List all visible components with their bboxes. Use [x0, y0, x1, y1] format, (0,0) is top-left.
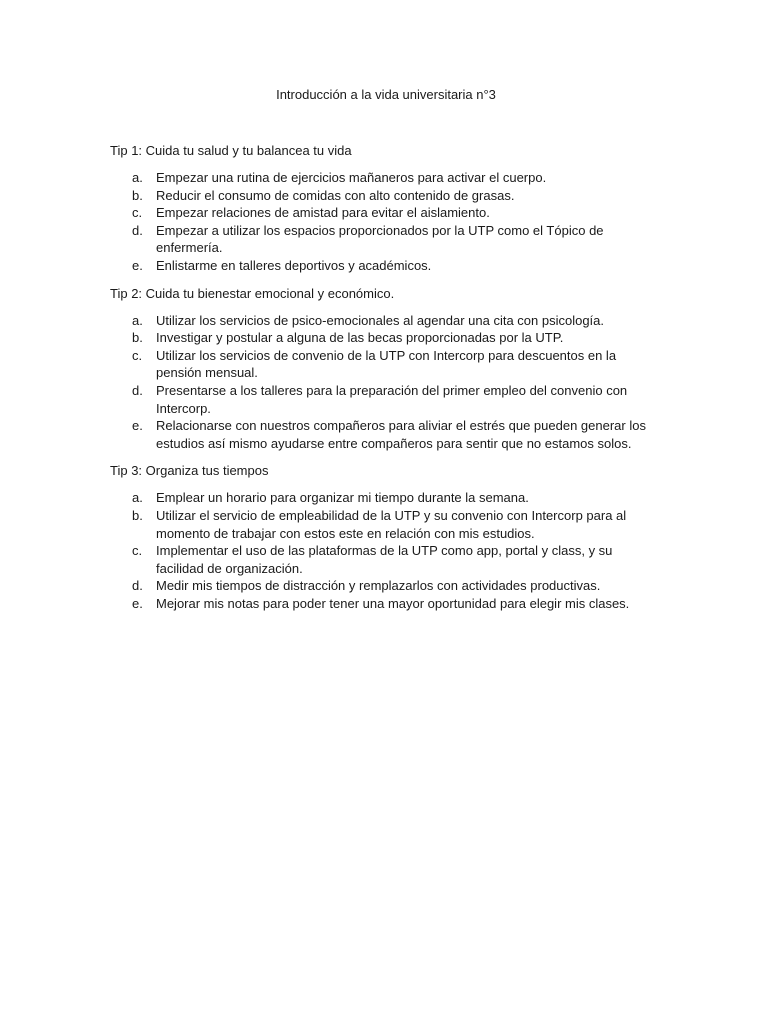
- list-marker: e.: [132, 257, 143, 273]
- list-item-text: Mejorar mis notas para poder tener una mayor oportunidad para elegir mis clases.: [156, 595, 630, 611]
- list-item: [110, 187, 660, 205]
- list-marker: a.: [132, 490, 143, 506]
- tip-heading: Tip 2: Cuida tu bienestar emocional y económico.: [110, 285, 395, 301]
- list-marker: e.: [132, 418, 143, 434]
- list-marker: c.: [132, 543, 143, 559]
- list-marker: a.: [132, 312, 143, 328]
- list-item-text: Emplear un horario para organizar mi tiempo durante la semana.: [156, 490, 529, 506]
- tip-list: [110, 489, 660, 612]
- list-item-text: Utilizar los servicios de psico-emocionales al agendar una cita con psicología.: [156, 312, 605, 328]
- tip-section-3: [110, 462, 660, 612]
- list-item-text: Reducir el consumo de comidas con alto contenido de grasas.: [156, 187, 515, 203]
- list-item-text: Investigar y postular a alguna de las becas proporcionadas por la UTP.: [156, 330, 564, 346]
- tip-section-2: [110, 285, 660, 453]
- list-item-text: Implementar el uso de las plataformas de la UTP como app, portal y class, y su facilidad de organización.: [156, 543, 613, 576]
- list-item-text: Empezar a utilizar los espacios proporcionados por la UTP como el Tópico de enfermería.: [156, 222, 604, 256]
- list-marker: e.: [132, 595, 143, 611]
- list-item-text: Empezar una rutina de ejercicios mañaneros para activar el cuerpo.: [156, 170, 547, 185]
- list-item-text: Utilizar el servicio de empleabilidad de la UTP y su convenio con Intercorp para al momento de trabajar con estos este en relación con mis estudios.: [156, 507, 627, 541]
- list-item: [110, 417, 660, 452]
- list-marker: c.: [132, 347, 143, 363]
- list-item: [110, 329, 660, 347]
- list-marker: d.: [132, 382, 143, 398]
- list-marker: b.: [132, 507, 143, 523]
- tip-list: [110, 312, 660, 453]
- list-item: [110, 507, 660, 542]
- list-item-text: Enlistarme en talleres deportivos y académicos.: [156, 257, 432, 273]
- list-item: [110, 204, 660, 222]
- list-item: [110, 347, 660, 382]
- list-item: [110, 577, 660, 595]
- list-item-text: Medir mis tiempos de distracción y remplazarlos con actividades productivas.: [156, 578, 601, 594]
- list-marker: b.: [132, 187, 143, 203]
- list-marker: c.: [132, 205, 143, 221]
- list-item-text: Relacionarse con nuestros compañeros para aliviar el estrés que pueden generar los estudios así mismo ayudarse entre compañeros para sentir que no estamos solos.: [156, 418, 646, 451]
- list-marker: a.: [132, 170, 143, 185]
- list-marker: d.: [132, 578, 143, 594]
- list-item-text: Empezar relaciones de amistad para evitar el aislamiento.: [156, 205, 490, 221]
- list-item: [110, 312, 660, 330]
- list-item: [110, 595, 660, 613]
- list-item: [110, 489, 660, 507]
- list-item: [110, 169, 660, 187]
- tip-section-1: [110, 142, 660, 275]
- document-title: Introducción a la vida universitaria n°3: [276, 87, 496, 102]
- list-marker: d.: [132, 222, 143, 238]
- list-marker: b.: [132, 330, 143, 346]
- list-item-text: Presentarse a los talleres para la preparación del primer empleo del convenio con Intercorp.: [156, 382, 628, 416]
- list-item: [110, 257, 660, 275]
- list-item: [110, 382, 660, 417]
- list-item: [110, 222, 660, 257]
- tip-heading: Tip 3: Organiza tus tiempos: [110, 463, 269, 479]
- list-item: [110, 542, 660, 577]
- tip-list: [110, 169, 660, 275]
- list-item-text: Utilizar los servicios de convenio de la UTP con Intercorp para descuentos en la pensión mensual.: [156, 347, 617, 381]
- tip-heading: Tip 1: Cuida tu salud y tu balancea tu vida: [110, 143, 352, 158]
